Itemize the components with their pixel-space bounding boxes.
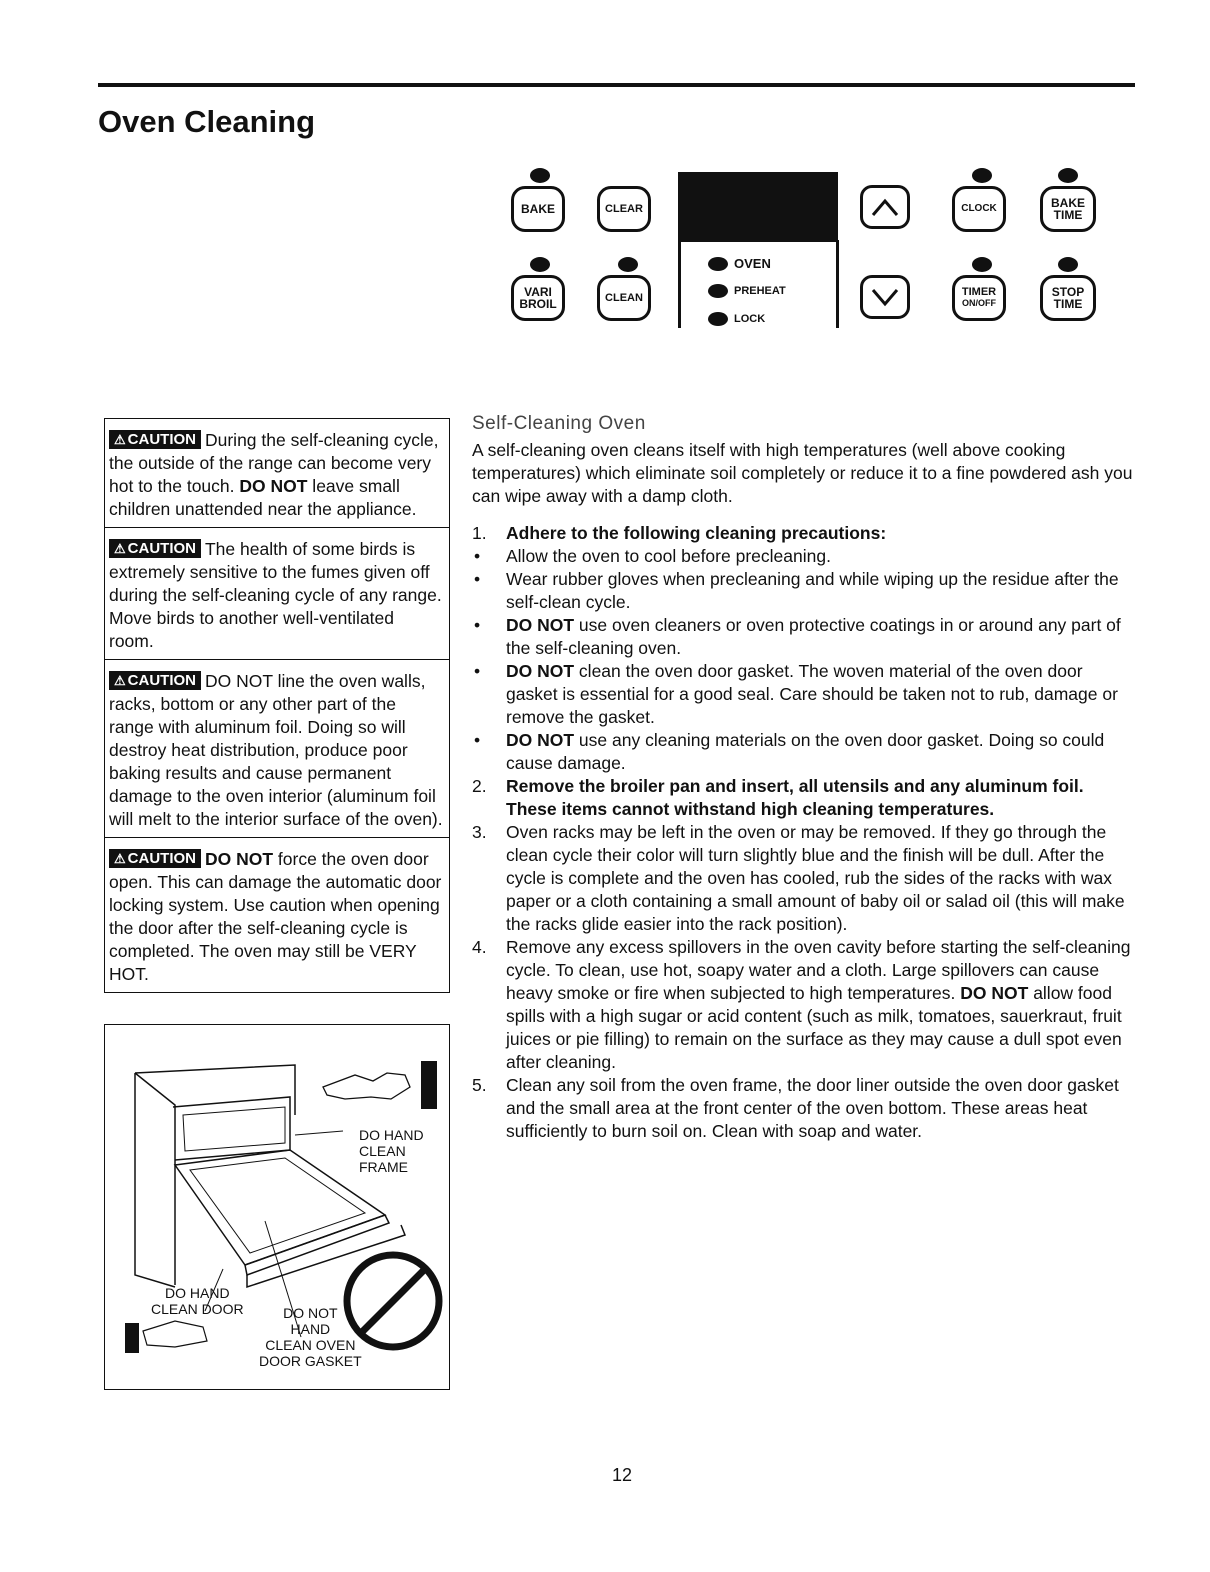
clock-key[interactable]: CLOCK — [952, 186, 1006, 232]
lock-indicator: LOCK — [708, 312, 765, 326]
list-item: 4. Remove any excess spillovers in the oven cavity before starting the self-cleaning cycle. To clean, use hot, soapy water and a cloth. Large spillovers can cause heavy smoke or fire when subjected to high temperatures. DO NOT allow food spills with a high sugar or acid content (such as milk, tomatoes, sauerkraut, fruit juices or pie filling) to remain on the surface as they may cause a dull spot even after cleaning. — [472, 937, 1131, 1072]
up-arrow-key[interactable] — [860, 185, 910, 229]
clean-light — [618, 257, 638, 272]
vari-broil-key[interactable]: VARI BROIL — [511, 275, 565, 321]
clean-key[interactable]: CLEAN — [597, 275, 651, 321]
warning-icon: ⚠ — [114, 432, 126, 447]
intro-paragraph: A self-cleaning oven cleans itself with high temperatures (well above cooking temperatures) which eliminate soil completely or reduce it to a fine powdered ash you can wipe away with a damp cloth. — [472, 440, 1133, 506]
stop-time-light — [1058, 257, 1078, 272]
display-divider-right — [836, 240, 839, 328]
caution-box-4: ⚠ CAUTION DO NOT force the oven door open. This can damage the automatic door locking system. Use caution when opening the door after the self-cleaning cycle is completed. The oven may still be VERY HOT. — [105, 838, 449, 993]
sponge-hand-icon — [125, 1321, 207, 1353]
caution-badge: ⚠ CAUTION — [109, 849, 201, 868]
list-item: • DO NOT clean the oven door gasket. The woven material of the oven door gasket is essential for a good seal. Care should be taken not to rub, damage or remove the gasket. — [474, 661, 1118, 727]
display-divider-left — [678, 240, 681, 328]
list-item: • DO NOT use oven cleaners or oven protective coatings in or around any part of the self-cleaning oven. — [474, 615, 1121, 658]
oven-indicator: OVEN — [708, 256, 771, 271]
list-item: • DO NOT use any cleaning materials on the oven door gasket. Doing so could cause damage. — [474, 730, 1105, 773]
gasket-callout: DO NOT HAND CLEAN OVEN DOOR GASKET — [259, 1305, 362, 1369]
header-rule — [98, 83, 1135, 87]
page-number: 12 — [612, 1465, 633, 1485]
list-item: • Allow the oven to cool before precleaning. — [474, 546, 831, 566]
section-heading: Self-Cleaning Oven — [472, 413, 646, 434]
warning-icon: ⚠ — [114, 673, 126, 688]
caution-box-1: ⚠ CAUTION During the self-cleaning cycle, the outside of the range can become very hot to the touch. DO NOT leave small children unattended near the appliance. — [105, 419, 449, 528]
clear-key[interactable]: CLEAR — [597, 186, 651, 232]
list-item: 2. Remove the broiler pan and insert, all utensils and any aluminum foil. These items cannot withstand high cleaning temperatures. — [472, 776, 1084, 819]
list-item: 1. Adhere to the following cleaning precautions: — [472, 523, 887, 543]
down-arrow-key[interactable] — [860, 275, 910, 319]
bake-time-light — [1058, 168, 1078, 183]
caution-badge: ⚠ CAUTION — [109, 430, 201, 449]
caution-badge: ⚠ CAUTION — [109, 539, 201, 558]
bake-light — [530, 168, 550, 183]
vari-broil-light — [530, 257, 550, 272]
caution-box-3: ⚠ CAUTION DO NOT line the oven walls, racks, bottom or any other part of the range with aluminum foil. Doing so will destroy heat distribution, produce poor baking results and cause permanent damage to the oven interior (aluminum foil will melt to the interior surface of the oven). — [105, 660, 449, 838]
control-panel — [500, 160, 1120, 340]
clock-light — [972, 168, 992, 183]
list-item: 5. Clean any soil from the oven frame, the door liner outside the oven door gasket and the small area at the front center of the oven bottom. These areas heat sufficiently to burn soil on. Clean with soap and water. — [472, 1075, 1119, 1141]
stop-time-key[interactable]: STOP TIME — [1040, 275, 1096, 321]
frame-callout: DO HAND CLEAN FRAME — [359, 1127, 424, 1175]
caution-column — [104, 418, 450, 993]
door-callout: DO HAND CLEAN DOOR — [151, 1285, 244, 1317]
list-item: 3. Oven racks may be left in the oven or may be removed. If they go through the clean cycle their color will turn slightly blue and the finish will be dull. After the cycle is complete and the oven has cooled, rub the sides of the racks with wax paper or a cloth containing a small amount of baby oil or salad oil (this will make the racks glide easier into the rack position). — [472, 822, 1125, 934]
oven-illustration — [104, 1024, 450, 1390]
hand-icon — [323, 1061, 437, 1109]
bake-time-key[interactable]: BAKE TIME — [1040, 186, 1096, 232]
caution-box-2: ⚠ CAUTION The health of some birds is extremely sensitive to the fumes given off during the self-cleaning cycle of any range. Move birds to another well-ventilated room. — [105, 528, 449, 660]
warning-icon: ⚠ — [114, 541, 126, 556]
caution-badge: ⚠ CAUTION — [109, 671, 201, 690]
bake-key[interactable]: BAKE — [511, 186, 565, 232]
page-title: Oven Cleaning — [98, 104, 316, 139]
timer-light — [972, 257, 992, 272]
chevron-up-icon — [863, 188, 907, 226]
display-screen — [678, 172, 838, 242]
chevron-down-icon — [863, 278, 907, 316]
timer-key[interactable]: TIMER ON/OFF — [952, 275, 1006, 321]
preheat-indicator: PREHEAT — [708, 284, 786, 298]
warning-icon: ⚠ — [114, 851, 126, 866]
main-content — [472, 412, 1137, 1143]
list-item: • Wear rubber gloves when precleaning and while wiping up the residue after the self-clean cycle. — [474, 569, 1119, 612]
